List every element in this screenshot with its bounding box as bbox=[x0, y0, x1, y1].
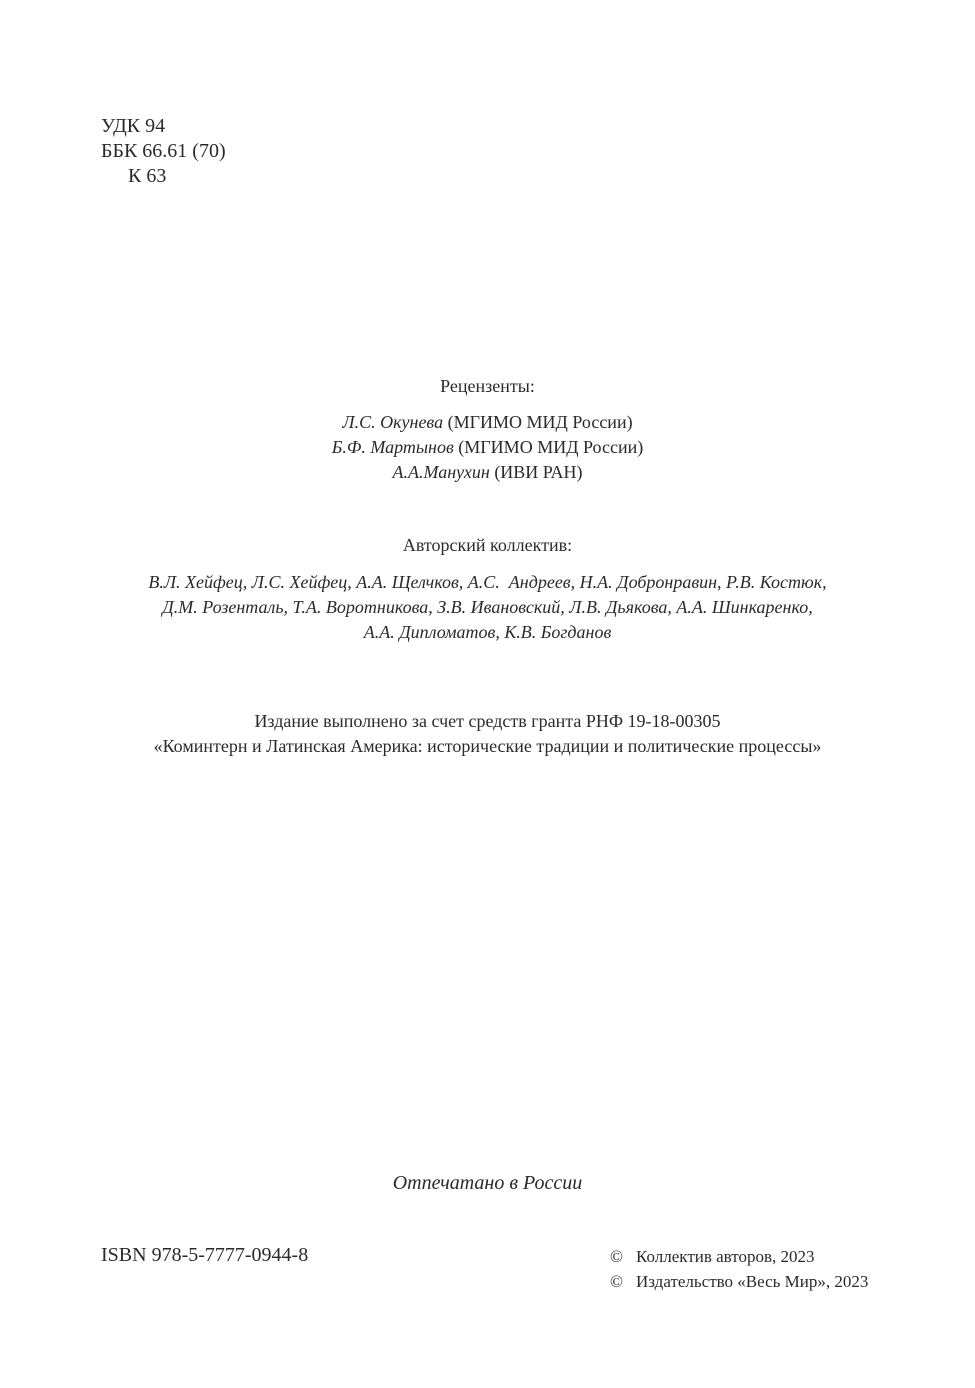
copyright-line bbox=[610, 1269, 868, 1294]
reviewers-list bbox=[0, 410, 975, 485]
reviewer-affiliation: (МГИМО МИД России) bbox=[443, 412, 633, 432]
bbk-code: ББК 66.61 (70) bbox=[101, 140, 226, 162]
reviewer-affiliation: (МГИМО МИД России) bbox=[453, 437, 644, 457]
udk-code: УДК 94 bbox=[101, 115, 166, 137]
copyright-line bbox=[610, 1244, 868, 1269]
copyright-text: Издательство «Весь Мир», 2023 bbox=[636, 1272, 869, 1291]
reviewer-line bbox=[0, 410, 975, 435]
grant-info bbox=[0, 709, 975, 759]
printed-in-russia: Отпечатано в России bbox=[392, 1172, 583, 1194]
isbn: ISBN 978-5-7777-0944-8 bbox=[101, 1244, 309, 1266]
author-mark: К 63 bbox=[128, 165, 167, 187]
reviewer-name: Б.Ф. Мартынов bbox=[331, 437, 454, 457]
copyright-text: Коллектив авторов, 2023 bbox=[636, 1247, 815, 1266]
reviewer-line bbox=[0, 460, 975, 485]
copyright-icon: © bbox=[610, 1247, 623, 1266]
authors-line: В.Л. Хейфец, Л.С. Хейфец, А.А. Щелчков, А.С. Андреев, Н.А. Добронравин, Р.В. Костюк, bbox=[148, 572, 827, 592]
authors-line: А.А. Дипломатов, К.В. Богданов bbox=[363, 622, 612, 642]
reviewer-affiliation: (ИВИ РАН) bbox=[489, 462, 583, 482]
grant-line: Издание выполнено за счет средств гранта РНФ 19-18-00305 bbox=[254, 711, 721, 731]
authors-heading: Авторский коллектив: bbox=[402, 535, 573, 555]
reviewer-line bbox=[0, 435, 975, 460]
authors-list bbox=[0, 570, 975, 645]
reviewer-name: А.А.Манухин bbox=[392, 462, 490, 482]
copyright-icon: © bbox=[610, 1272, 623, 1291]
authors-line: Д.М. Розенталь, Т.А. Воротникова, З.В. Ивановский, Л.В. Дьякова, А.А. Шинкаренко, bbox=[162, 597, 813, 617]
classification-codes bbox=[101, 114, 226, 189]
copyright-block bbox=[610, 1244, 868, 1294]
grant-project-title: «Коминтерн и Латинская Америка: исторические традиции и политические процессы» bbox=[153, 736, 822, 756]
reviewers-heading: Рецензенты: bbox=[440, 376, 535, 396]
reviewer-name: Л.С. Окунева bbox=[342, 412, 444, 432]
